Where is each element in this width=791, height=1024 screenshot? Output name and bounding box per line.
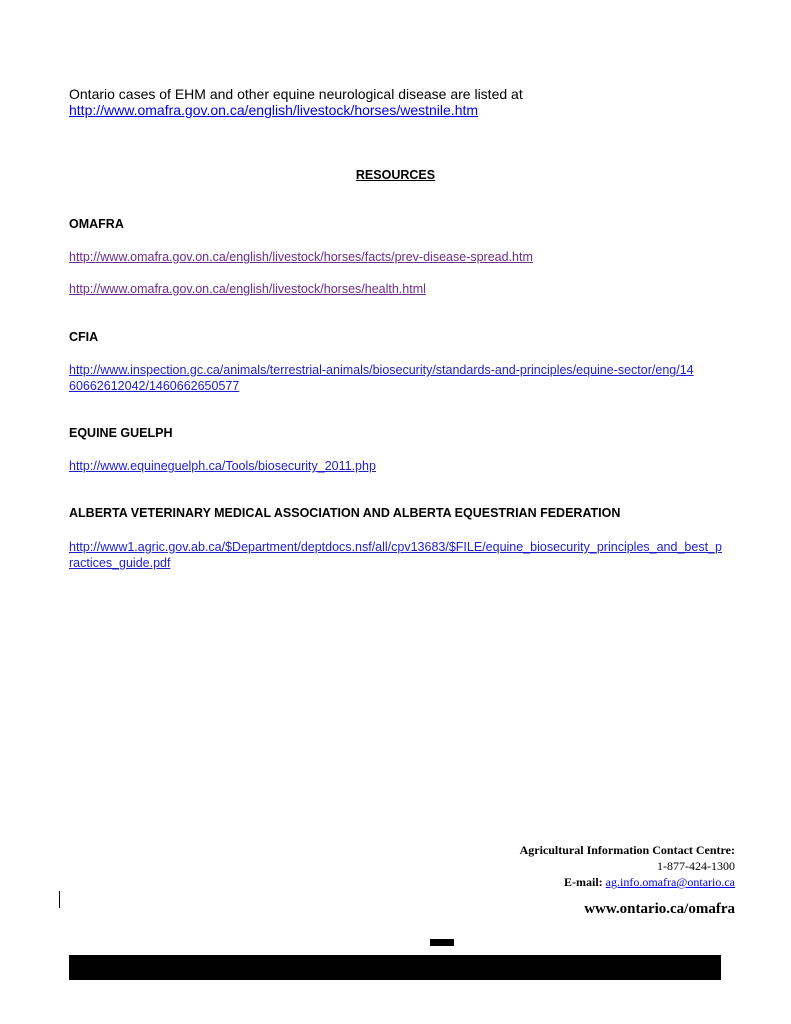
- intro-text: Ontario cases of EHM and other equine neurological disease are listed at: [69, 86, 523, 102]
- email-label: E-mail:: [564, 875, 603, 889]
- intro-paragraph: [69, 86, 523, 118]
- footer-bar: [69, 955, 721, 980]
- cfia-link[interactable]: http://www.inspection.gc.ca/animals/terrestrial-animals/biosecurity/standards-and-principles/equine-sector/eng/1460662612042/1460662650577: [69, 363, 694, 393]
- resources-heading: RESOURCES: [355, 168, 436, 182]
- alberta-link[interactable]: http://www1.agric.gov.ab.ca/$Department/deptdocs.nsf/all/cpv13683/$FILE/equine_biosecurity_principles_and_best_practices_guide.pdf: [69, 540, 722, 570]
- contact-phone: 1-877-424-1300: [657, 859, 735, 873]
- footer-dash: [430, 939, 454, 946]
- contact-email-line: [520, 874, 735, 890]
- contact-title: Agricultural Information Contact Centre:: [519, 843, 735, 857]
- section-heading-cfia: CFIA: [69, 330, 99, 344]
- section-heading-equine-guelph: EQUINE GUELPH: [69, 426, 173, 440]
- website-url[interactable]: www.ontario.ca/omafra: [584, 901, 735, 917]
- equine-guelph-link[interactable]: http://www.equineguelph.ca/Tools/biosecurity_2011.php: [69, 459, 376, 473]
- section-heading-alberta: ALBERTA VETERINARY MEDICAL ASSOCIATION AND ALBERTA EQUESTRIAN FEDERATION: [69, 506, 621, 520]
- contact-email-link[interactable]: ag.info.omafra@ontario.ca: [605, 875, 735, 889]
- section-heading-omafra: OMAFRA: [69, 217, 124, 231]
- westnile-link[interactable]: http://www.omafra.gov.on.ca/english/livestock/horses/westnile.htm: [69, 102, 479, 118]
- omafra-link-health[interactable]: http://www.omafra.gov.on.ca/english/livestock/horses/health.html: [69, 282, 426, 296]
- text-cursor: [59, 891, 60, 908]
- contact-block: [520, 842, 735, 890]
- omafra-link-disease-spread[interactable]: http://www.omafra.gov.on.ca/english/livestock/horses/facts/prev-disease-spread.htm: [69, 250, 533, 264]
